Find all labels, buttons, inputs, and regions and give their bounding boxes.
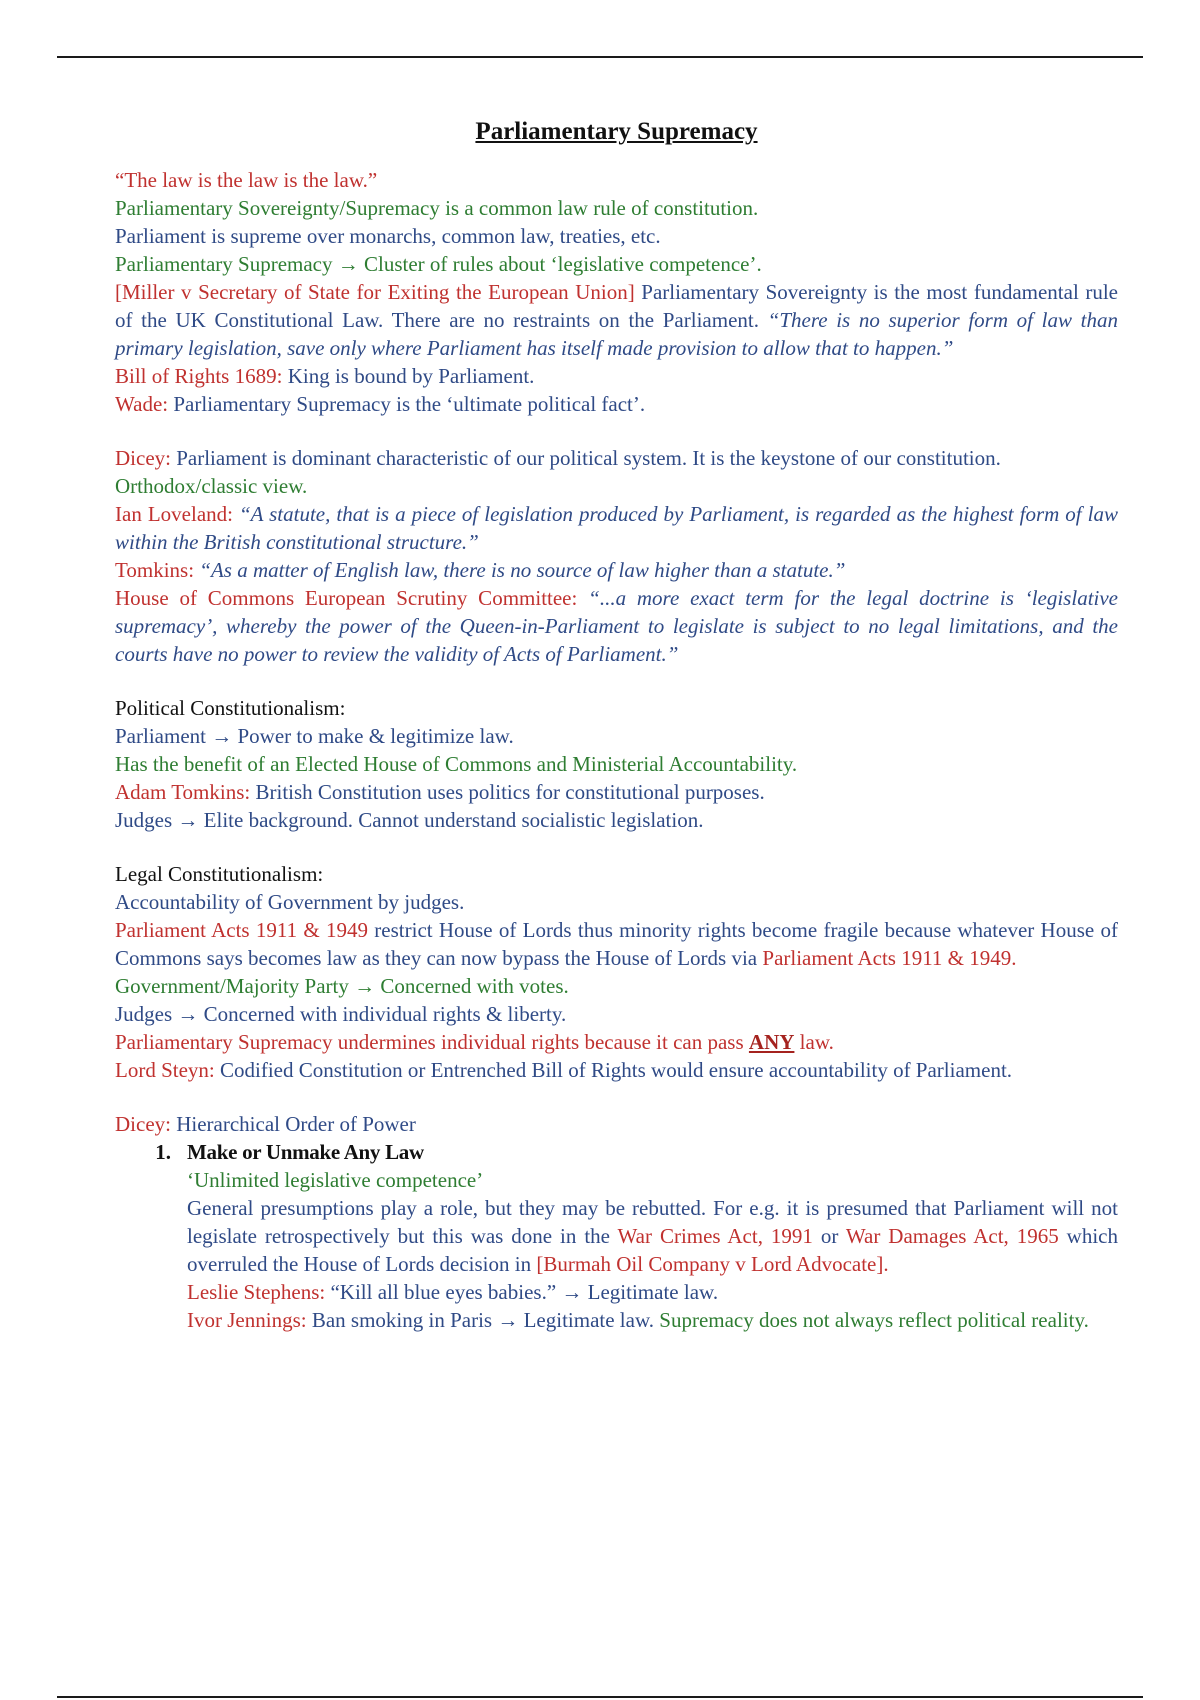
judges-line: Judges → Concerned with individual rights & liberty. — [115, 1002, 567, 1026]
miller-text: Parliamentary Sovereignty is the most fundamental rule of the UK Constitutional Law. There are no restraints on the Parliament. — [115, 280, 1118, 332]
legal-line-1: Accountability of Government by judges. — [115, 890, 465, 914]
tomkins-line — [115, 556, 1118, 584]
wade-name: Wade: — [115, 392, 169, 416]
undermines-text: Parliamentary Supremacy undermines individual rights because it can pass — [115, 1030, 749, 1054]
numbered-item-1 — [115, 1138, 1118, 1334]
legal-constitutionalism-heading: Legal Constitutionalism: — [115, 862, 324, 886]
overruled-text: which overruled the House of Lords decision in — [187, 1224, 1118, 1276]
item-body — [187, 1138, 1118, 1334]
spacer — [115, 1084, 1118, 1110]
supreme-over-line: Parliament is supreme over monarchs, common law, treaties, etc. — [115, 224, 661, 248]
parliament-acts-ref-1: Parliament Acts 1911 & 1949 — [115, 918, 369, 942]
item-number: 1. — [155, 1140, 171, 1164]
adam-tomkins-line — [115, 778, 1118, 806]
top-rule — [57, 56, 1143, 58]
spacer — [115, 418, 1118, 444]
orthodox-view-line: Orthodox/classic view. — [115, 474, 308, 498]
wade-text: Parliamentary Supremacy is the ‘ultimate political fact’. — [168, 392, 646, 416]
legislative-competence-line: Parliamentary Supremacy → Cluster of rules about ‘legislative competence’. — [115, 252, 762, 276]
common-law-rule-line: Parliamentary Sovereignty/Supremacy is a common law rule of constitution. — [115, 196, 759, 220]
wade-line — [115, 390, 1118, 418]
parliament-acts-paragraph — [115, 916, 1118, 972]
jennings-text: Ban smoking in Paris → Legitimate law. — [306, 1308, 660, 1332]
political-line-1: Parliament → Power to make & legitimize law. — [115, 724, 514, 748]
jennings-paragraph — [187, 1306, 1118, 1334]
presumptions-text: General presumptions play a role, but they may be rebutted. For e.g. it is presumed that Parliament will not legislate retrospectively but this was done in the — [187, 1196, 1118, 1248]
bill-of-rights-text: King is bound by Parliament. — [282, 364, 535, 388]
bill-of-rights-name: Bill of Rights 1689: — [115, 364, 283, 388]
political-line-4: Judges → Elite background. Cannot understand socialistic legislation. — [115, 808, 704, 832]
dicey-text: Parliament is dominant characteristic of our political system. It is the keystone of our constitution. — [170, 446, 1001, 470]
jennings-green-text: Supremacy does not always reflect political reality. — [659, 1308, 1089, 1332]
hoc-committee-name: House of Commons European Scrutiny Committee: — [115, 586, 578, 610]
hoc-committee-quote: “...a more exact term for the legal doctrine is ‘legislative supremacy’, whereby the power of the Queen-in-Parliament to legislate is subject to no legal limitations, and the courts have no power to review the validity of Acts of Parliament.” — [115, 586, 1118, 666]
document-title: Parliamentary Supremacy — [475, 118, 758, 145]
competence-line: ‘Unlimited legislative competence’ — [187, 1168, 484, 1192]
undermines-line — [115, 1028, 1118, 1056]
undermines-end: law. — [794, 1030, 834, 1054]
adam-tomkins-name: Adam Tomkins: — [115, 780, 251, 804]
jennings-name: Ivor Jennings: — [187, 1308, 307, 1332]
document-page — [115, 112, 1118, 1334]
political-constitutionalism-heading: Political Constitutionalism: — [115, 696, 346, 720]
presumptions-paragraph — [187, 1194, 1118, 1278]
parliament-acts-ref-2: Parliament Acts 1911 & 1949. — [762, 946, 1017, 970]
bottom-rule — [57, 1696, 1143, 1698]
hierarchy-line — [115, 1110, 1118, 1138]
government-line: Government/Majority Party → Concerned with votes. — [115, 974, 569, 998]
any-emphasis: ANY — [748, 1030, 795, 1054]
tomkins-quote: “As a matter of English law, there is no source of law higher than a statute.” — [194, 558, 846, 582]
dicey-name: Dicey: — [115, 446, 171, 470]
or-text: or — [812, 1224, 846, 1248]
loveland-name: Ian Loveland: — [115, 502, 233, 526]
hierarchy-text: Hierarchical Order of Power — [170, 1112, 416, 1136]
bill-of-rights-line — [115, 362, 1118, 390]
dicey-line — [115, 444, 1118, 472]
adam-tomkins-text: British Constitution uses politics for constitutional purposes. — [250, 780, 765, 804]
parliament-acts-text: restrict House of Lords thus minority rights become fragile because whatever House of Commons says becomes law as they can now bypass the House of Lords via — [115, 918, 1118, 970]
loveland-quote: “A statute, that is a piece of legislation produced by Parliament, is regarded as the highest form of law within the British constitutional structure.” — [115, 502, 1118, 554]
loveland-paragraph — [115, 500, 1118, 556]
war-damages-act: War Damages Act, 1965 — [845, 1224, 1059, 1248]
law-quote: “The law is the law is the law.” — [115, 168, 378, 192]
lord-steyn-text: Codified Constitution or Entrenched Bill of Rights would ensure accountability of Parliament. — [214, 1058, 1013, 1082]
political-line-2: Has the benefit of an Elected House of Commons and Ministerial Accountability. — [115, 752, 798, 776]
miller-quote: “There is no superior form of law than primary legislation, save only where Parliament has itself made provision to allow that to happen.” — [115, 308, 1118, 360]
lord-steyn-name: Lord Steyn: — [115, 1058, 215, 1082]
hierarchy-dicey-name: Dicey: — [115, 1112, 171, 1136]
spacer — [115, 834, 1118, 860]
item-title: Make or Unmake Any Law — [187, 1140, 424, 1164]
war-crimes-act: War Crimes Act, 1991 — [617, 1224, 813, 1248]
lord-steyn-paragraph — [115, 1056, 1118, 1084]
burmah-oil-case: [Burmah Oil Company v Lord Advocate]. — [536, 1252, 889, 1276]
tomkins-name: Tomkins: — [115, 558, 195, 582]
miller-case-name: [Miller v Secretary of State for Exiting the European Union] — [115, 280, 635, 304]
stephens-text: “Kill all blue eyes babies.” → Legitimate law. — [325, 1280, 719, 1304]
spacer — [115, 668, 1118, 694]
stephens-line — [187, 1278, 1118, 1306]
miller-paragraph — [115, 278, 1118, 362]
stephens-name: Leslie Stephens: — [187, 1280, 326, 1304]
hoc-committee-paragraph — [115, 584, 1118, 668]
